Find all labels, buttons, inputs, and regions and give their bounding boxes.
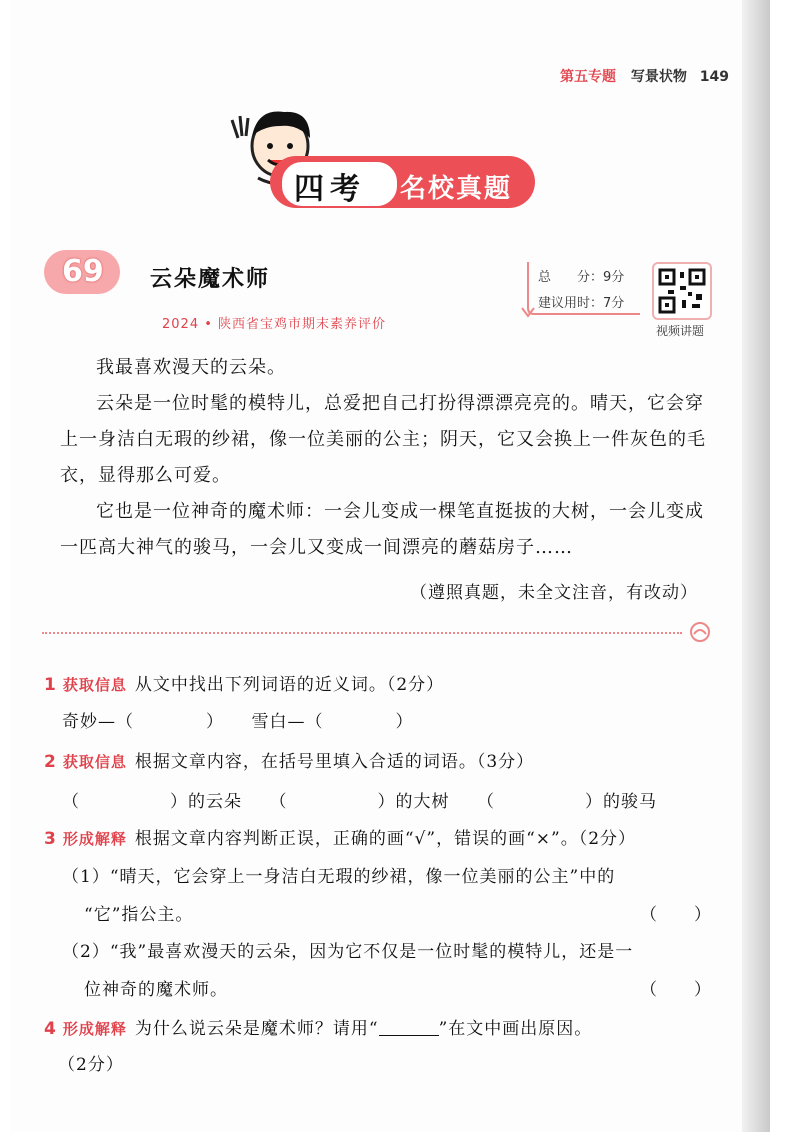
exercise-source: 2024 • 陕西省宝鸡市期末素养评价 [162, 317, 387, 332]
divider-end-ornament-icon [688, 620, 712, 644]
question-2 [44, 747, 534, 772]
question-3-statement-2-cont: 位神奇的魔术师。 [84, 980, 228, 1000]
passage-paragraph-1: 我最喜欢漫天的云朵。 [96, 357, 286, 378]
question-4-text-a: 为什么说云朵是魔术师？请用“ [134, 1019, 379, 1039]
video-label: 视频讲题 [656, 324, 705, 338]
exercise-number-badge [44, 250, 120, 294]
question-1-number: 1 [44, 675, 57, 695]
question-3-statement-1: （1）“晴天，它会穿上一身洁白无瑕的纱裙，像一位美丽的公主”中的 [62, 867, 616, 887]
question-2-answer-line[interactable]: （ ）的云朵 （ ）的大树 （ ）的骏马 [62, 792, 657, 812]
exercise-title: 云朵魔术师 [150, 267, 271, 292]
qr-pattern [654, 264, 710, 318]
qr-code-icon[interactable] [652, 262, 712, 320]
score-total: 总 分：9分 [538, 270, 625, 285]
question-2-tag: 获取信息 [62, 753, 127, 771]
passage-note: （遵照真题，未全文注音，有改动） [410, 583, 698, 603]
header-section: 第五专题 [560, 69, 616, 85]
score-time: 建议用时：7分 [538, 296, 625, 311]
score-box [520, 258, 642, 320]
question-3-answer-2[interactable]: （ ） [640, 980, 712, 1000]
passage-paragraph-2: 云朵是一位时髦的模特儿，总爱把自己打扮得漂漂亮亮的。晴天，它会穿上一身洁白无瑕的纱裙，像一位美丽的公主；阴天，它又会换上一件灰色的毛衣，显得那么可爱。 [60, 393, 706, 486]
page-number: 149 [699, 69, 729, 85]
question-3-text: 根据文章内容判断正误，正确的画“√”，错误的画“×”。（2分） [134, 829, 637, 849]
page-edge-shadow [742, 0, 770, 1132]
question-4-text-b: ”在文中画出原因。 [438, 1019, 593, 1039]
question-3-tag: 形成解释 [62, 830, 127, 848]
header-topic: 写景状物 [630, 69, 687, 85]
underline-mark-icon [379, 1035, 439, 1036]
question-1-tag: 获取信息 [62, 676, 127, 694]
question-1-text: 从文中找出下列词语的近义词。（2分） [134, 675, 445, 695]
question-3-statement-2: （2）“我”最喜欢漫天的云朵，因为它不仅是一位时髦的模特儿，还是一 [62, 942, 634, 962]
question-3-statement-1-cont: “它”指公主。 [84, 905, 194, 925]
passage-paragraph-3: 它也是一位神奇的魔术师：一会儿变成一棵笔直挺拔的大树，一会儿变成一匹高大神气的骏马，一会儿又变成一间漂亮的蘑菇房子…… [60, 501, 704, 558]
exercise-number: 69 [62, 254, 104, 289]
running-header [560, 66, 729, 86]
question-2-number: 2 [44, 752, 57, 772]
dotted-divider [42, 632, 682, 634]
passage [60, 350, 720, 566]
banner-right-text: 名校真题 [400, 174, 513, 204]
question-3-answer-1[interactable]: （ ） [640, 905, 712, 925]
question-4 [44, 1014, 592, 1039]
question-4-number: 4 [44, 1019, 57, 1039]
question-4-score: （2分） [58, 1055, 124, 1075]
question-4-tag: 形成解释 [62, 1020, 127, 1038]
question-1 [44, 670, 444, 695]
section-banner [228, 98, 548, 218]
question-2-text: 根据文章内容，在括号里填入合适的词语。（3分） [134, 752, 535, 772]
question-3-number: 3 [44, 829, 57, 849]
question-3 [44, 824, 636, 849]
question-1-answer-line[interactable]: 奇妙—（ ） 雪白—（ ） [62, 712, 414, 732]
banner-left-text: 四考 [294, 172, 366, 207]
